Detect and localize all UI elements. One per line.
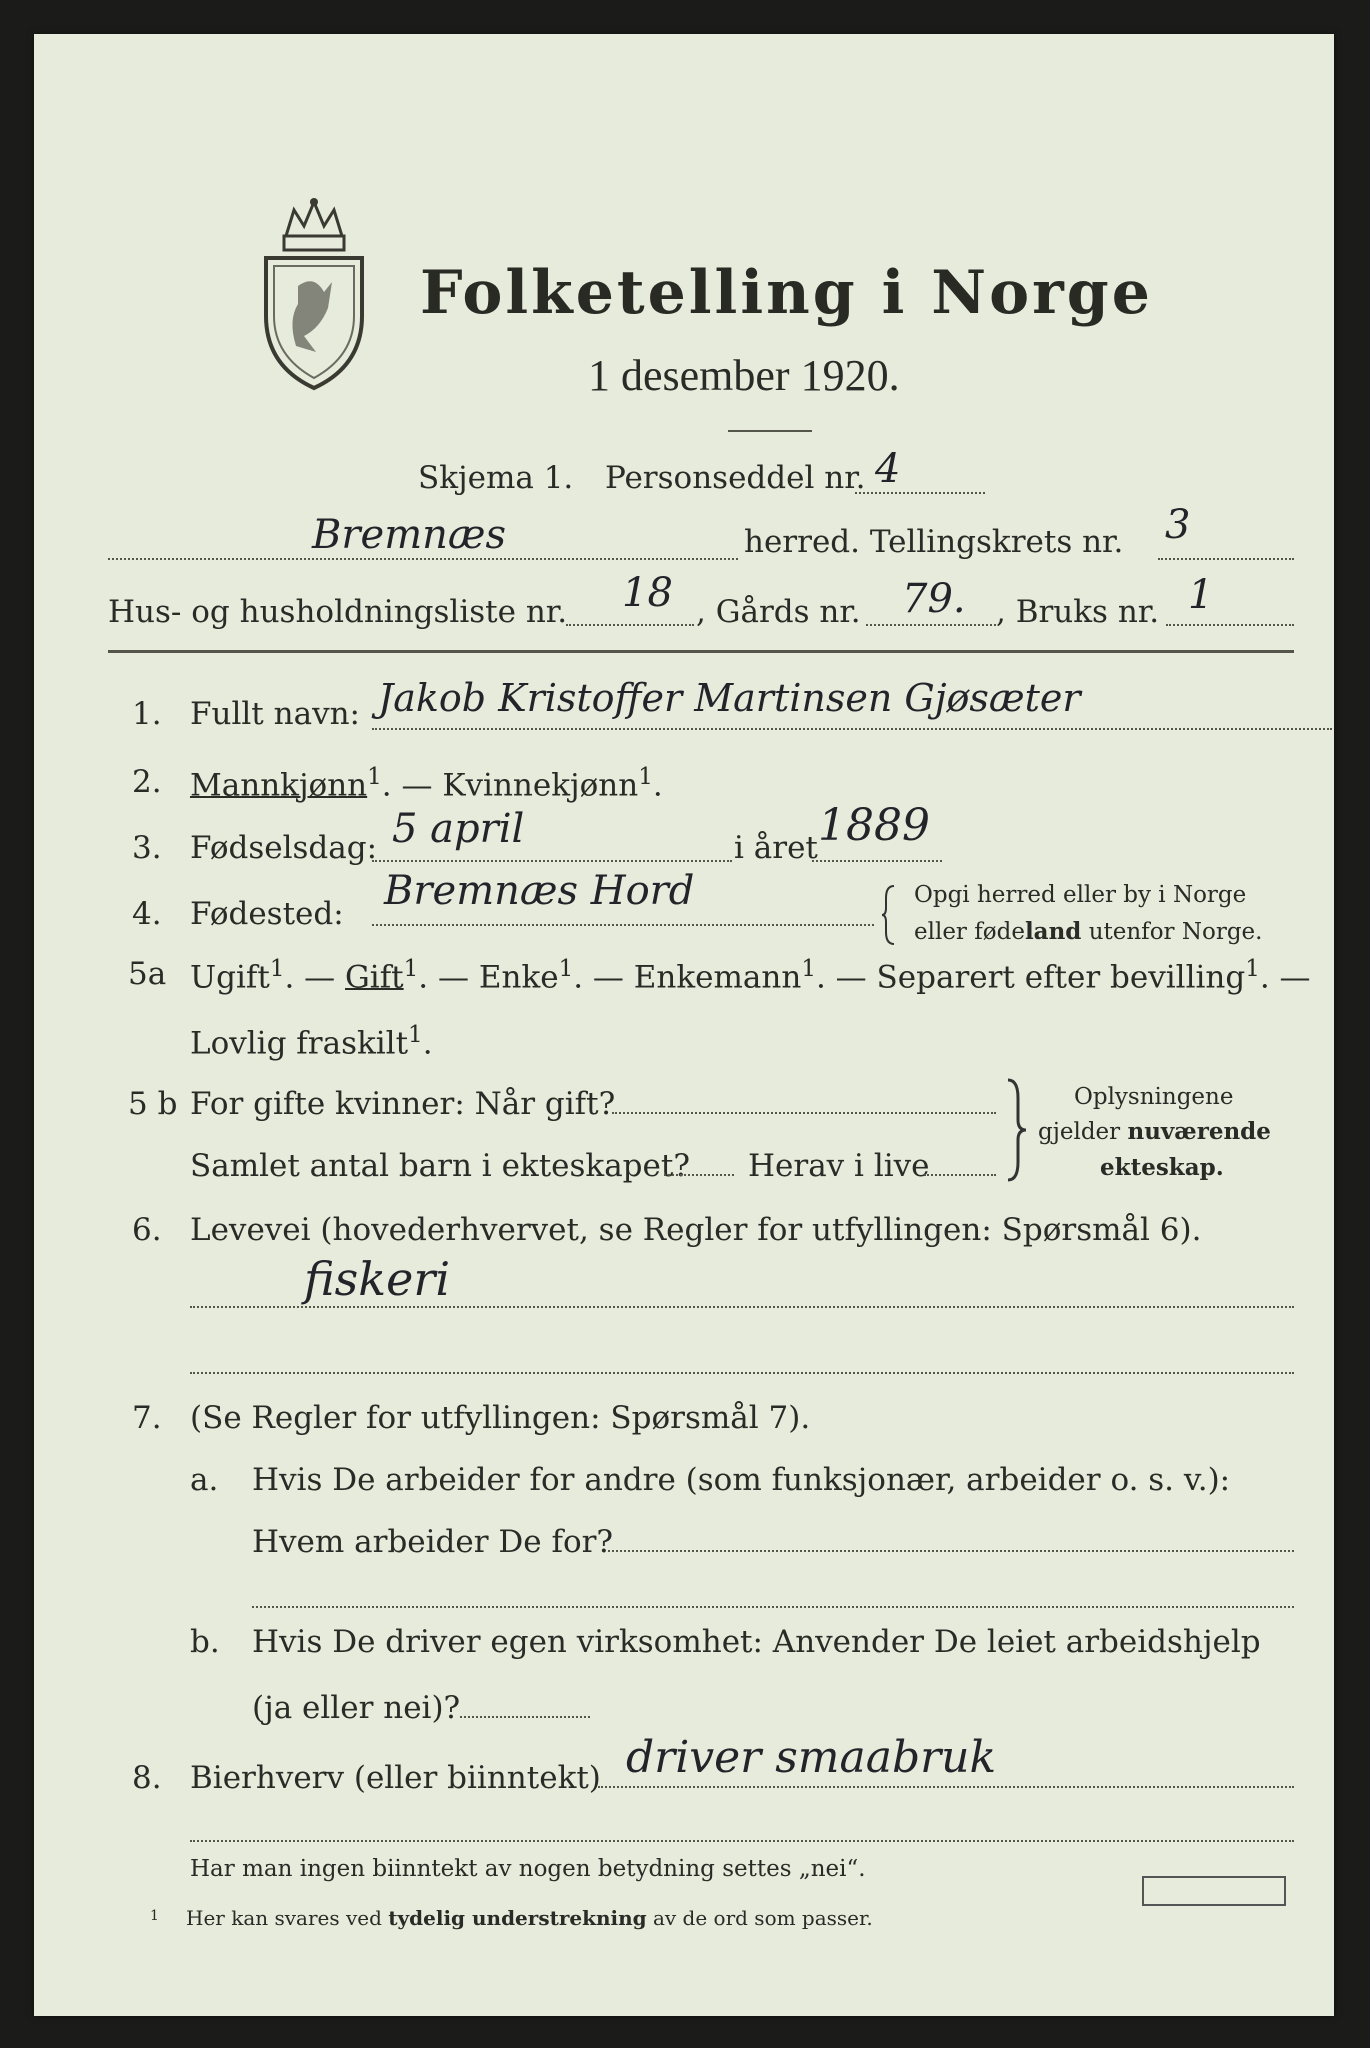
q7a-label: Hvis De arbeider for andre (som funksjonær, arbeider o. s. v.): <box>252 1462 1231 1498</box>
q4-label: Fødested: <box>190 896 344 932</box>
side-income-value: driver smaabruk <box>626 1732 997 1783</box>
gards-value: 79. <box>902 576 966 622</box>
personseddel-value: 4 <box>875 446 901 492</box>
marriage-date-field[interactable] <box>612 1112 996 1114</box>
hus-field[interactable] <box>566 624 694 626</box>
birthplace-field[interactable] <box>372 924 874 926</box>
q2-options: Mannkjønn$^1$. — Kvinnekjønn$^1$. <box>190 764 663 804</box>
employer-field-2[interactable] <box>252 1606 1294 1608</box>
form-title: Folketelling i Norge <box>420 258 1153 328</box>
birthplace-value: Bremnæs Hord <box>384 868 695 914</box>
birth-year-value: 1889 <box>818 800 930 851</box>
bruks-value: 1 <box>1188 572 1214 618</box>
printer-stamp <box>1142 1876 1286 1906</box>
q4-note-line2: eller fødeland utenfor Norge. <box>914 918 1263 945</box>
q5a-number: 5a <box>128 956 167 992</box>
personseddel-field[interactable] <box>855 492 985 494</box>
q5b-children-label: Samlet antal barn i ekteskapet? <box>190 1148 690 1184</box>
coat-of-arms-icon <box>258 196 370 392</box>
side-income-field-1[interactable] <box>598 1786 1294 1788</box>
herred-field[interactable] <box>108 558 738 560</box>
header-divider <box>108 650 1294 653</box>
q7-number: 7. <box>132 1400 162 1436</box>
hired-help-field[interactable] <box>460 1716 590 1718</box>
bruks-label: , Bruks nr. <box>996 594 1160 630</box>
q5b-note-line2: gjelder nuværende <box>1038 1118 1271 1145</box>
children-alive-field[interactable] <box>924 1174 996 1176</box>
occupation-field-2[interactable] <box>190 1372 1294 1374</box>
side-income-field-2[interactable] <box>190 1840 1294 1842</box>
option-gift[interactable]: Gift <box>345 959 404 996</box>
title-divider <box>728 430 812 432</box>
option-enke[interactable]: Enke <box>478 959 559 996</box>
occupation-value: fiskeri <box>304 1252 451 1306</box>
census-date: 1 desember 1920. <box>588 351 900 400</box>
herred-label: herred. Tellingskrets nr. <box>744 524 1124 560</box>
q5b-note-line1: Oplysningene <box>1074 1084 1234 1110</box>
q1-number: 1. <box>132 696 162 732</box>
footnote-number: 1 <box>150 1908 159 1924</box>
q1-label: Fullt navn: <box>190 696 360 732</box>
children-count-field[interactable] <box>664 1174 734 1176</box>
q3-number: 3. <box>132 830 162 866</box>
q7a-letter: a. <box>190 1462 219 1498</box>
q7-label: (Se Regler for utfyllingen: Spørsmål 7). <box>190 1400 811 1436</box>
full-name-value: Jakob Kristoffer Martinsen Gjøsæter <box>378 676 1081 720</box>
q2-number: 2. <box>132 764 162 800</box>
employer-field-1[interactable] <box>608 1550 1294 1552</box>
footnote-text: Her kan svares ved tydelig understrekning av de ord som passer. <box>186 1906 873 1930</box>
option-enkemann[interactable]: Enkemann <box>633 959 802 996</box>
q6-label: Levevei (hovederhvervet, se Regler for utfyllingen: Spørsmål 6). <box>190 1212 1202 1248</box>
birthday-value: 5 april <box>392 806 525 852</box>
occupation-field-1[interactable] <box>190 1306 1294 1308</box>
birth-year-field[interactable] <box>812 860 942 862</box>
tellingskrets-field[interactable] <box>1158 558 1294 560</box>
q5a-options: Ugift$^1$. — Gift$^1$. — Enke$^1$. — Enkemann$^1$. — Separert efter bevilling$^1$. — <box>190 956 1311 996</box>
q5b-label: For gifte kvinner: Når gift? <box>190 1086 616 1122</box>
q7b-yesno-label: (ja eller nei)? <box>252 1690 461 1726</box>
herred-value: Bremnæs <box>312 512 507 558</box>
q5b-number: 5 b <box>128 1086 178 1122</box>
bruks-field[interactable] <box>1166 624 1294 626</box>
option-separert[interactable]: Separert efter bevilling <box>876 959 1246 996</box>
q7b-label: Hvis De driver egen virksomhet: Anvender De leiet arbeidshjelp <box>252 1624 1261 1660</box>
option-female[interactable]: Kvinnekjønn <box>442 767 639 804</box>
option-ugift[interactable]: Ugift <box>190 959 270 996</box>
birthday-field[interactable] <box>372 860 732 862</box>
brace-icon <box>1006 1078 1028 1182</box>
q7b-letter: b. <box>190 1624 220 1660</box>
q3-year-label: i året <box>734 830 818 866</box>
q5b-note-line3: ekteskap. <box>1100 1154 1224 1181</box>
gards-label: , Gårds nr. <box>696 594 861 630</box>
personseddel-label: Personseddel nr. <box>605 460 866 496</box>
schema-label: Skjema 1. <box>418 460 574 496</box>
q8-label: Bierhverv (eller biinntekt) <box>190 1760 601 1796</box>
hus-label: Hus- og husholdningsliste nr. <box>108 594 568 630</box>
hus-value: 18 <box>622 570 673 616</box>
q5b-alive-label: Herav i live <box>748 1148 930 1184</box>
full-name-field[interactable] <box>372 728 1332 730</box>
q4-number: 4. <box>132 896 162 932</box>
tellingskrets-value: 3 <box>1165 502 1191 548</box>
q7a-who-label: Hvem arbeider De for? <box>252 1524 614 1560</box>
q4-note-line1: Opgi herred eller by i Norge <box>914 882 1247 908</box>
brace-icon <box>882 884 896 946</box>
q8-number: 8. <box>132 1760 162 1796</box>
option-male[interactable]: Mannkjønn <box>190 767 368 804</box>
q6-number: 6. <box>132 1212 162 1248</box>
gards-field[interactable] <box>866 624 996 626</box>
option-fraskilt[interactable]: Lovlig fraskilt$^1$. <box>190 1022 433 1062</box>
q8-note: Har man ingen biinntekt av nogen betydning settes „nei“. <box>190 1856 866 1882</box>
q3-label: Fødselsdag: <box>190 830 378 866</box>
